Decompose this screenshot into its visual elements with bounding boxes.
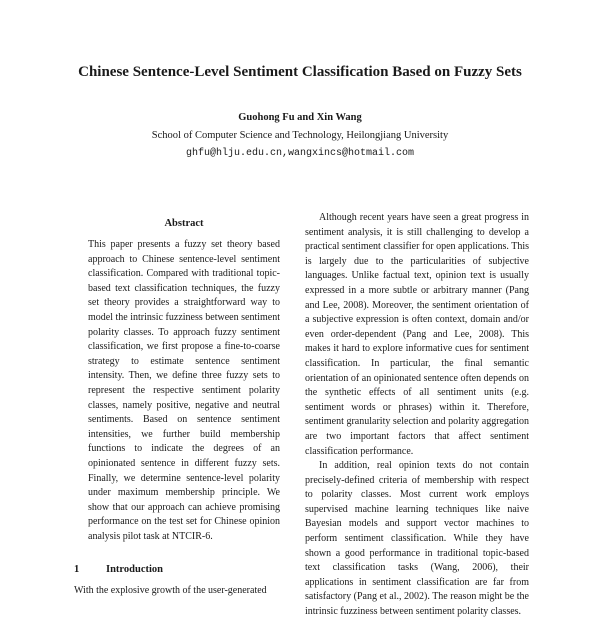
author-affiliation: School of Computer Science and Technology, Heilongjiang University [151,130,449,141]
author-emails: ghfu@hlju.edu.cn,wangxincs@hotmail.com [185,148,415,159]
paper-title: Chinese Sentence-Level Sentiment Classification Based on Fuzzy Sets [78,64,522,80]
abstract-text: This paper presents a fuzzy set theory based approach to Chinese sentence-level sentiment classification. Compared with traditional topic-based text classification techniques, the fuzzy set theory provides a straightforward way to model the intrinsic fuzziness between sentiment polarity classes. To approach fuzzy sentiment classification, we first propose a fine-to-coarse strategy to estimate sentence sentiment intensity. Then, we define three fuzzy sets to represent the respective sentiment polarity classes, namely positive, negative and neutral sentiments. Based on sentence sentiment intensities, we further build membership functions to indicate the degrees of an opinionated sentence in different fuzzy sets. Finally, we determine sentence-level polarity under maximum membership principle. We show that our approach can achieve promising performance on the test set for Chinese opinion analysis pilot task at NTCIR-6. [88,239,280,542]
section-heading-introduction [74,564,163,575]
abstract-heading: Abstract [164,218,204,229]
section-title: Introduction [106,564,163,575]
body-paragraph-1: Although recent years have seen a great progress in sentiment analysis, it is still challenging to develop a practical sentiment classifier for open applications. This is largely due to the particularities of subjective languages. Unlike factual text, opinion text is usually expressed in a more subtle or arbitrary manner (Pang and Lee, 2008). Moreover, the sentiment orientation of a subjective expression is often context, domain and/or even order-dependent (Pang and Lee, 2008). This makes it hard to explore informative cues for sentiment classification. In particular, the final semantic orientation of an opinionated sentence often depends on the synthetic effects of all sentiment units (e.g. sentiment words or phrases) within it. Therefore, sentiment granularity selection and polarity aggregation are two important factors that affect sentiment classification performance. [305,212,529,457]
section-number: 1 [74,564,80,575]
paper-authors: Guohong Fu and Xin Wang [238,112,362,123]
abstract-column [88,218,280,544]
introduction-text: With the explosive growth of the user-generated [74,585,267,596]
right-column [305,211,529,620]
body-paragraph-2: In addition, real opinion texts do not contain precisely-defined criteria of membership with respect to polarity classes. Most current work employs supervised machine learning techniques like naive Bayesian models and support vector machines to perform sentiment classification. While they have shown a good performance in traditional topic-based text classification tasks (Wang, 2006), their applications in sentiment classification are far from satisfactory (Pang et al., 2002). The reason might be the intrinsic fuzziness between sentiment polarity classes. [305,460,529,618]
